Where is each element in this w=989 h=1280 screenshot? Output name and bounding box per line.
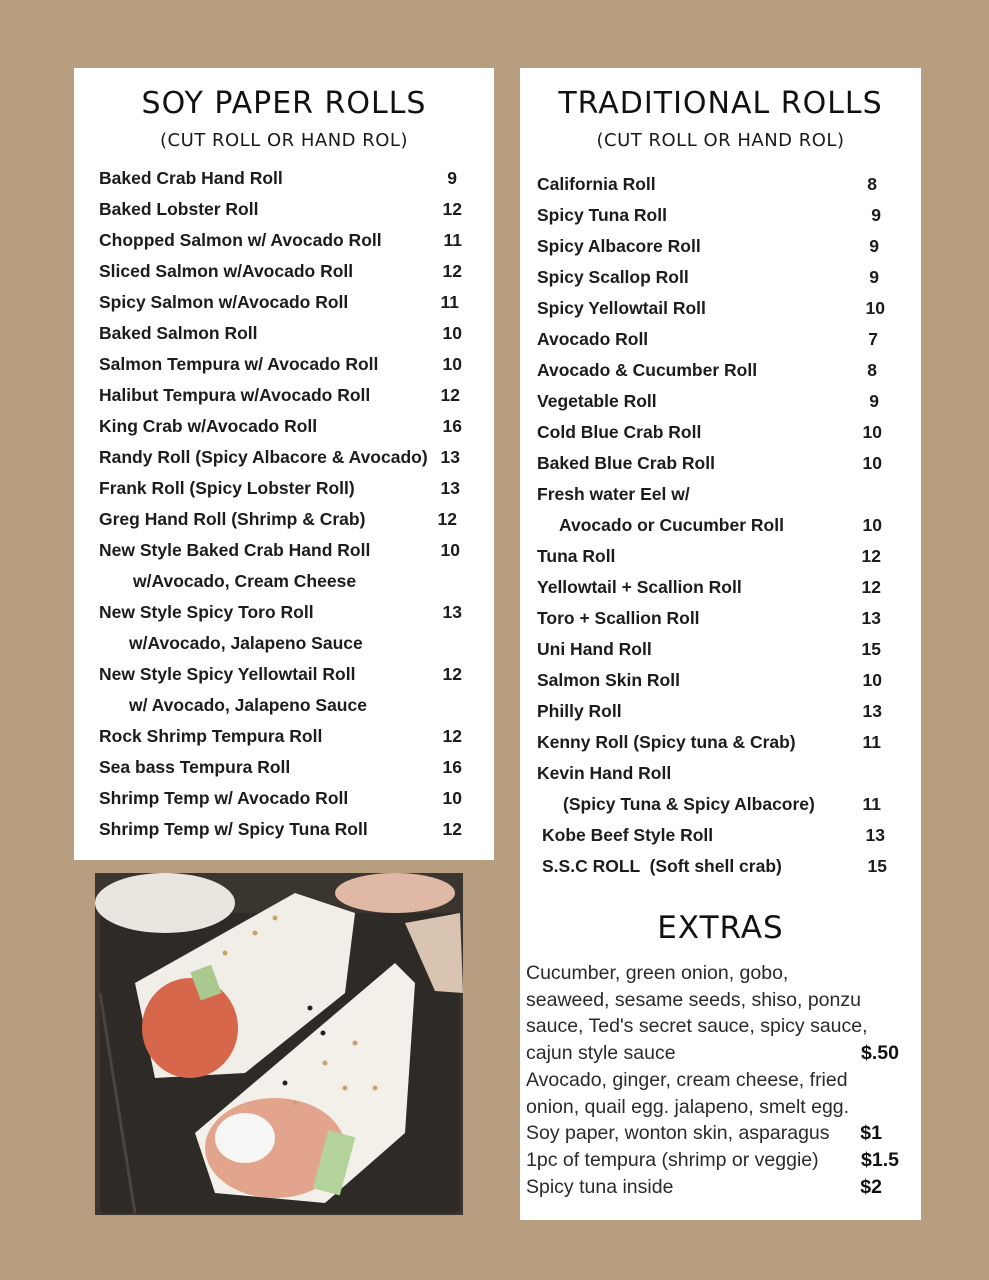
- item-name: (Spicy Tuna & Spicy Albacore): [563, 794, 815, 814]
- menu-item: [99, 721, 479, 752]
- extras-text: Cucumber, green onion, gobo,: [526, 962, 789, 984]
- item-price: 11: [440, 292, 459, 312]
- item-name: Tuna Roll: [537, 546, 616, 566]
- menu-item-detail: [99, 690, 479, 721]
- menu-item-detail: [99, 628, 479, 659]
- menu-item: [99, 814, 479, 845]
- item-name: Shrimp Temp w/ Spicy Tuna Roll: [99, 819, 368, 839]
- menu-item: [537, 634, 887, 665]
- extras-text: Spicy tuna inside: [526, 1175, 674, 1198]
- menu-item: [99, 163, 479, 194]
- extras-price: $2: [860, 1175, 882, 1198]
- menu-item-detail: [537, 510, 887, 541]
- menu-item: [99, 287, 479, 318]
- extras-text: cajun style sauce: [526, 1042, 676, 1065]
- menu-item: [537, 541, 887, 572]
- menu-item: [99, 752, 479, 783]
- item-price: 10: [442, 354, 462, 374]
- item-price: 9: [869, 236, 879, 256]
- menu-item: [99, 194, 479, 225]
- item-price: 10: [862, 453, 882, 473]
- item-price: 10: [442, 788, 462, 808]
- item-price: 8: [867, 360, 877, 380]
- extras-line: [526, 1174, 906, 1201]
- menu-item: [99, 225, 479, 256]
- extras-text: Soy paper, wonton skin, asparagus: [526, 1122, 830, 1145]
- extras-line: [526, 1067, 906, 1094]
- extras-line: [526, 1013, 906, 1040]
- menu-item: [99, 659, 479, 690]
- item-name: Yellowtail + Scallion Roll: [537, 577, 742, 597]
- item-price: 10: [440, 540, 460, 560]
- item-price: 9: [447, 168, 457, 188]
- item-name: Fresh water Eel w/: [537, 484, 690, 504]
- menu-item: [537, 448, 887, 479]
- traditional-title: TRADITIONAL ROLLS: [558, 86, 883, 121]
- extras-price: $1: [860, 1122, 882, 1145]
- menu-item: [537, 417, 887, 448]
- item-name: Vegetable Roll: [537, 391, 657, 411]
- item-name: New Style Spicy Yellowtail Roll: [99, 664, 356, 684]
- extras-line: [526, 1120, 906, 1147]
- menu-item-detail: [99, 566, 479, 597]
- extras-price: $1.5: [861, 1148, 899, 1171]
- item-price: 15: [867, 856, 887, 876]
- menu-item: [99, 473, 479, 504]
- item-price: 7: [868, 329, 878, 349]
- menu-item: [99, 256, 479, 287]
- menu-item: [537, 820, 887, 851]
- item-name: Philly Roll: [537, 701, 622, 721]
- item-name: Salmon Tempura w/ Avocado Roll: [99, 354, 379, 374]
- item-price: 11: [862, 794, 881, 814]
- item-price: 8: [867, 174, 877, 194]
- menu-item: [537, 727, 887, 758]
- item-name: Sea bass Tempura Roll: [99, 757, 291, 777]
- item-name: Baked Salmon Roll: [99, 323, 258, 343]
- item-name: Halibut Tempura w/Avocado Roll: [99, 385, 371, 405]
- item-name: Randy Roll (Spicy Albacore & Avocado): [99, 447, 428, 467]
- item-price: 11: [862, 732, 881, 752]
- menu-item: [537, 355, 887, 386]
- item-name: Spicy Salmon w/Avocado Roll: [99, 292, 349, 312]
- traditional-subtitle: (CUT ROLL OR HAND ROL): [596, 130, 845, 151]
- extras-list: [526, 960, 906, 1200]
- menu-item: [537, 851, 887, 882]
- soy-paper-rolls-panel: [74, 68, 494, 860]
- item-price: 12: [442, 664, 462, 684]
- extras-text: Avocado, ginger, cream cheese, fried: [526, 1068, 848, 1091]
- item-price: 12: [861, 577, 881, 597]
- item-price: 12: [442, 819, 462, 839]
- extras-text: sauce, Ted's secret sauce, spicy sauce,: [526, 1015, 868, 1038]
- menu-item: [537, 665, 887, 696]
- item-name: New Style Spicy Toro Roll: [99, 602, 314, 622]
- item-name: Greg Hand Roll (Shrimp & Crab): [99, 509, 366, 529]
- item-price: 11: [443, 230, 462, 250]
- item-name: Shrimp Temp w/ Avocado Roll: [99, 788, 349, 808]
- item-name: Baked Crab Hand Roll: [99, 168, 283, 188]
- extras-line: [526, 1094, 906, 1121]
- item-price: 12: [442, 199, 462, 219]
- item-price: 15: [861, 639, 881, 659]
- menu-item: [537, 169, 887, 200]
- menu-item: [99, 380, 479, 411]
- item-price: 9: [869, 391, 879, 411]
- extras-line: [526, 960, 906, 987]
- item-name: w/ Avocado, Jalapeno Sauce: [129, 695, 367, 715]
- extras-title: EXTRAS: [657, 910, 784, 946]
- item-name: Chopped Salmon w/ Avocado Roll: [99, 230, 382, 250]
- item-name: King Crab w/Avocado Roll: [99, 416, 318, 436]
- menu-item-detail: [537, 789, 887, 820]
- item-name: Kevin Hand Roll: [537, 763, 672, 783]
- item-name: Uni Hand Roll: [537, 639, 652, 659]
- menu-item: [99, 597, 479, 628]
- menu-item: [537, 231, 887, 262]
- item-price: 10: [442, 323, 462, 343]
- menu-item: [99, 411, 479, 442]
- item-name: Spicy Tuna Roll: [537, 205, 667, 225]
- menu-item: [537, 200, 887, 231]
- item-name: Sliced Salmon w/Avocado Roll: [99, 261, 354, 281]
- menu-item: [99, 504, 479, 535]
- menu-item: [99, 535, 479, 566]
- menu-item: [537, 758, 887, 789]
- item-name: Baked Blue Crab Roll: [537, 453, 715, 473]
- hand-roll-photo: [95, 873, 463, 1215]
- menu-item: [537, 262, 887, 293]
- item-name: Avocado or Cucumber Roll: [559, 515, 784, 535]
- extras-line: [526, 1147, 906, 1174]
- extras-line: [526, 987, 906, 1014]
- item-price: 13: [440, 447, 460, 467]
- menu-item: [99, 349, 479, 380]
- item-price: 9: [871, 205, 881, 225]
- item-name: Kobe Beef Style Roll: [542, 825, 714, 845]
- item-price: 10: [862, 422, 882, 442]
- soy-paper-menu-list: [99, 163, 479, 845]
- menu-item: [99, 783, 479, 814]
- extras-text: seaweed, sesame seeds, shiso, ponzu: [526, 988, 861, 1011]
- item-name: Spicy Albacore Roll: [537, 236, 701, 256]
- item-price: 13: [861, 608, 881, 628]
- menu-item: [537, 479, 887, 510]
- item-price: 9: [869, 267, 879, 287]
- item-price: 12: [861, 546, 881, 566]
- item-name: w/Avocado, Jalapeno Sauce: [129, 633, 363, 653]
- item-price: 16: [442, 416, 462, 436]
- extras-price: $.50: [861, 1042, 899, 1065]
- extras-text: onion, quail egg. jalapeno, smelt egg.: [526, 1095, 850, 1118]
- menu-item: [99, 442, 479, 473]
- item-name: Frank Roll (Spicy Lobster Roll): [99, 478, 355, 498]
- item-name: Salmon Skin Roll: [537, 670, 680, 690]
- item-price: 13: [865, 825, 885, 845]
- soy-paper-title: SOY PAPER ROLLS: [141, 86, 427, 121]
- menu-item: [537, 572, 887, 603]
- item-price: 12: [442, 261, 462, 281]
- item-price: 12: [440, 385, 460, 405]
- item-name: Kenny Roll (Spicy tuna & Crab): [537, 732, 796, 752]
- item-name: Avocado & Cucumber Roll: [537, 360, 758, 380]
- extras-line: [526, 1040, 906, 1067]
- menu-item: [537, 293, 887, 324]
- item-name: Baked Lobster Roll: [99, 199, 259, 219]
- item-price: 10: [865, 298, 885, 318]
- menu-item: [537, 324, 887, 355]
- item-price: 13: [442, 602, 462, 622]
- item-name: Cold Blue Crab Roll: [537, 422, 702, 442]
- sushi-image-icon: [95, 873, 463, 1215]
- traditional-menu-list: [537, 169, 887, 882]
- item-price: 10: [862, 670, 882, 690]
- item-name: Spicy Yellowtail Roll: [537, 298, 706, 318]
- item-name: New Style Baked Crab Hand Roll: [99, 540, 371, 560]
- extras-text: 1pc of tempura (shrimp or veggie): [526, 1148, 819, 1171]
- item-name: Spicy Scallop Roll: [537, 267, 689, 287]
- item-price: 13: [862, 701, 882, 721]
- item-price: 12: [437, 509, 457, 529]
- menu-item: [537, 386, 887, 417]
- item-price: 12: [442, 726, 462, 746]
- traditional-rolls-panel: [520, 68, 921, 1220]
- item-name: Rock Shrimp Tempura Roll: [99, 726, 323, 746]
- item-price: 16: [442, 757, 462, 777]
- item-price: 10: [862, 515, 882, 535]
- item-name: w/Avocado, Cream Cheese: [133, 571, 357, 591]
- menu-item: [537, 603, 887, 634]
- item-name: California Roll: [537, 174, 656, 194]
- menu-item: [537, 696, 887, 727]
- item-name: Avocado Roll: [537, 329, 649, 349]
- item-price: 13: [440, 478, 460, 498]
- menu-item: [99, 318, 479, 349]
- item-name: Toro + Scallion Roll: [537, 608, 700, 628]
- item-name: S.S.C ROLL (Soft shell crab): [542, 856, 782, 876]
- soy-paper-subtitle: (CUT ROLL OR HAND ROL): [160, 130, 408, 151]
